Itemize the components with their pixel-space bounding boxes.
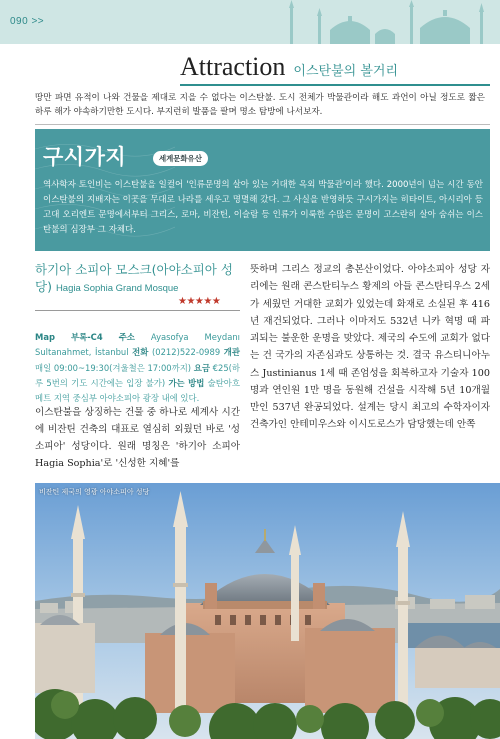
- hagia-title-en: Hagia Sophia Grand Mosque: [55, 282, 179, 294]
- address-label: 주소: [118, 332, 135, 342]
- intro-divider: [35, 124, 490, 125]
- fee-value: €25(하루 5번의 기도 시간에는 입장 불가): [35, 362, 240, 388]
- phone-value: (0212)522-0989: [151, 347, 221, 358]
- world-heritage-badge: 세계문화유산: [153, 151, 208, 166]
- attraction-rule: [180, 84, 490, 86]
- istanbul-skyline-icon: [260, 0, 500, 44]
- phone-label: 전화: [132, 347, 149, 358]
- attraction-header: [180, 52, 490, 86]
- section-description: 역사학자 토인비는 이스탄불을 일컬어 '인류문명의 살아 있는 거대한 옥외 박물관'이라 했다. 2000년이 넘는 시간 동안 이스탄불의 지배자는 이곳을 무대로 나라를 세우고 명멸해 갔다. 그 사실을 반영하듯 구시가지는 히타이트, 아시리아 등 고대 오리엔트 문명에서부터 그리스, 로마, 비잔틴, 이슬람 등 인류가 이룩한 수많은 문명이 고스란히 살아 숨쉬는 이스탄불의 심장부 그 자체다.: [43, 180, 483, 235]
- fee-label: 요금: [193, 362, 210, 373]
- hours-value: 매일 09:00~19:30(겨울철은 17:00까지): [35, 362, 192, 373]
- top-band: [0, 0, 500, 44]
- hagia-sophia-illustration: [35, 483, 500, 739]
- map-value: 부록-C4: [71, 332, 103, 342]
- heading-divider: [35, 310, 240, 311]
- hours-label: 개관: [223, 347, 240, 358]
- access-label: 가는 방법: [168, 377, 205, 388]
- attraction-title-ko: 이스탄불의 볼거리: [293, 64, 399, 79]
- body-text-right: 뜻하며 그리스 정교의 총본산이었다. 아야소피아 성당 자리에는 원래 콘스탄티누스 황제의 아들 콘스탄티우스 2세가 세웠던 거대한 교회가 있었는데 화재로 소실된 후 416년 재건되었다. 그러나 이마저도 532년 니카 혁명 때 파괴되는 불운한 운명을 맞았다. 제국의 수도에 교회가 없다는 건 국가의 자존심과도 상통하는 것. 결국 유스티니아누스 Justinianus 1세 때 존엄성을 회복하고자 기술자 100명과 연인원 1만 명을 동원해 건설을 시작해 5년 10개월 만인 537년 완공되었다. 설계는 당시 최고의 수학자이자 건축가인 안테미우스와 이시도로스가 담당했는데 안쪽: [250, 264, 490, 431]
- map-label: Map: [35, 332, 55, 342]
- info-block: [35, 330, 240, 406]
- attraction-title-en: Attraction: [180, 52, 286, 81]
- photo-caption: 비잔틴 제국의 영광 아야소피아 성당: [39, 488, 150, 496]
- access-value: 술탄아흐메트 지역 중심부 아야소피아 광장 내에 있다.: [35, 377, 240, 404]
- body-text-left: 이스탄불을 상징하는 건물 중 하나로 세계사 시간에 비잔틴 건축의 대표로 열심히 외웠던 바로 '성 소피아' 성당이다. 원래 명칭은 '하기아 소피아 Hagia Sophia'로 '신성한 지혜'를: [35, 407, 240, 470]
- intro-text: 땅만 파면 유적이 나와 건물을 제대로 지을 수 없다는 이스탄불. 도시 전체가 박물관이라 해도 과언이 아닐 정도로 짧은 하루 해가 야속하기만한 도시다. 부지런히 발품을 팔며 명소 탐방에 나서보자.: [35, 93, 485, 118]
- address-value: Ayasofya Meydanı Sultanahmet, İstanbul: [35, 332, 240, 358]
- hagia-sophia-photo: [35, 483, 500, 739]
- section-title: 구시가지: [43, 145, 127, 169]
- hagia-sophia-heading: [35, 262, 240, 296]
- page-number: 090 >>: [10, 16, 45, 27]
- old-city-section: [35, 129, 490, 251]
- rating-stars: ★★★★★: [178, 296, 221, 307]
- hagia-title-ko: 하기아 소피아 모스크(아야소피아 성당): [35, 262, 233, 294]
